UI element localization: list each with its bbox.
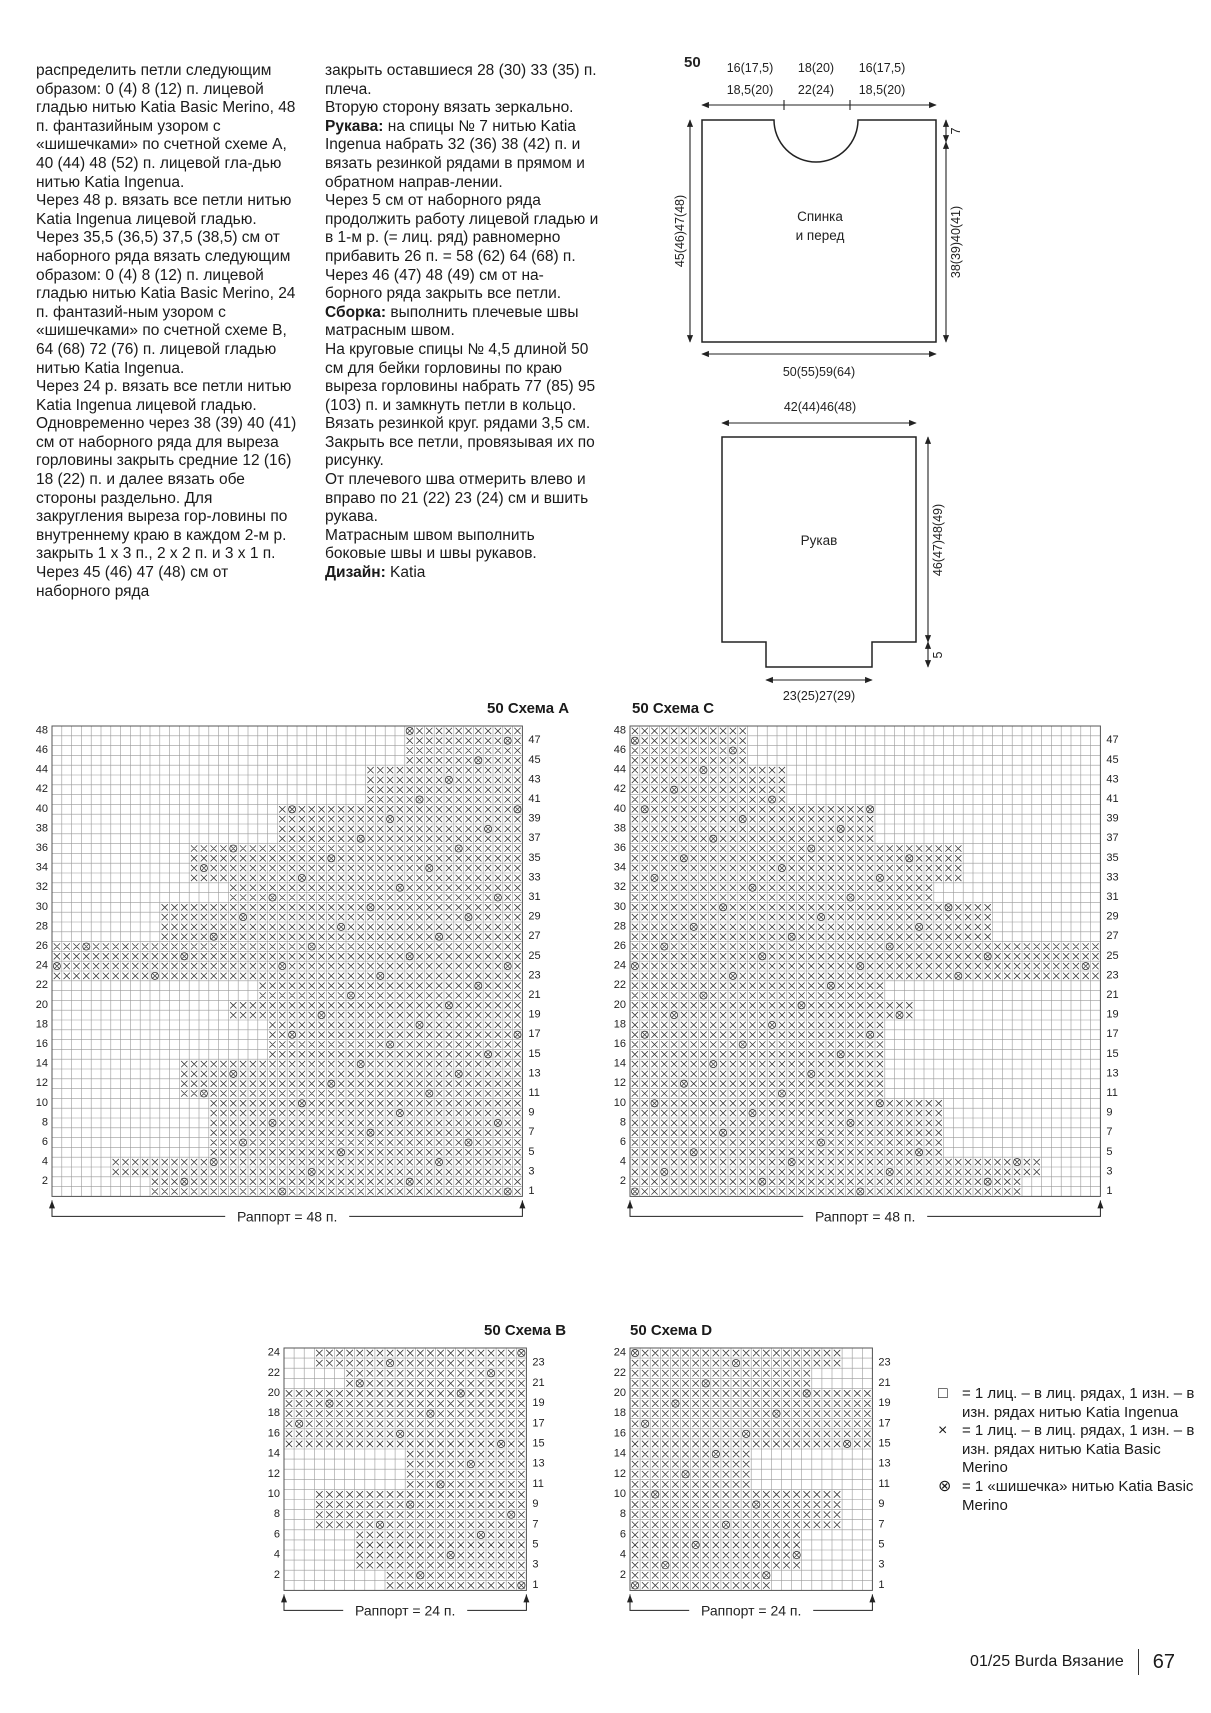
svg-text:6: 6	[619, 1528, 626, 1541]
footer-divider	[1138, 1649, 1139, 1675]
svg-text:30: 30	[35, 900, 48, 913]
svg-text:16: 16	[35, 1037, 48, 1050]
assembly-heading: Сборка:	[325, 303, 387, 321]
sleeve-panel	[722, 437, 916, 667]
svg-text:47: 47	[1106, 734, 1119, 747]
svg-text:1: 1	[532, 1578, 539, 1591]
svg-text:12: 12	[267, 1467, 280, 1480]
svg-text:18: 18	[613, 1407, 626, 1420]
svg-text:7: 7	[532, 1518, 539, 1531]
instructions-column-1	[36, 62, 301, 601]
svg-text:3: 3	[1106, 1165, 1113, 1178]
svg-text:2: 2	[273, 1568, 280, 1581]
chart-legend	[938, 1385, 1198, 1515]
dim-body-width: 50(55)59(64)	[782, 365, 856, 379]
svg-text:3: 3	[532, 1558, 539, 1571]
paragraph-assembly	[325, 304, 600, 341]
magazine-name: Burda Вязание	[1014, 1653, 1124, 1670]
rapport-label: Раппорт = 24 п.	[355, 1602, 456, 1619]
svg-text:23: 23	[1106, 969, 1119, 982]
svg-text:9: 9	[532, 1498, 539, 1511]
svg-text:34: 34	[35, 861, 48, 874]
paragraph: Вторую сторону вязать зеркально.	[325, 99, 574, 117]
svg-text:17: 17	[878, 1417, 891, 1430]
paragraph: Через 48 р. вязать все петли нитью Katia Ingenua лицевой гладью.	[36, 192, 292, 228]
svg-text:21: 21	[1106, 988, 1119, 1001]
dim-sleeve-top: 42(44)46(48)	[783, 400, 857, 414]
design-heading: Дизайн:	[325, 564, 386, 582]
svg-text:14: 14	[35, 1057, 48, 1070]
svg-text:3: 3	[528, 1165, 535, 1178]
svg-text:46: 46	[35, 743, 48, 756]
svg-text:10: 10	[35, 1096, 48, 1109]
svg-text:5: 5	[878, 1538, 885, 1551]
svg-text:29: 29	[528, 910, 541, 923]
knitting-chart-c	[600, 722, 1200, 1282]
svg-text:41: 41	[1106, 792, 1119, 805]
body-label-1: Спинка	[797, 209, 843, 224]
svg-text:18: 18	[613, 1018, 626, 1031]
svg-text:40: 40	[35, 802, 48, 815]
svg-text:14: 14	[613, 1447, 626, 1460]
svg-text:10: 10	[613, 1487, 626, 1500]
svg-text:17: 17	[532, 1417, 545, 1430]
svg-text:2: 2	[619, 1175, 626, 1188]
chart-title-b: 50 Схема В	[484, 1322, 567, 1339]
svg-text:15: 15	[532, 1437, 545, 1450]
sleeves-heading: Рукава:	[325, 117, 384, 135]
svg-text:9: 9	[1106, 1106, 1113, 1119]
dim-neck-depth: 7	[949, 127, 963, 135]
svg-text:1: 1	[1106, 1184, 1113, 1197]
page-number: 67	[1152, 1650, 1175, 1673]
sleeve-label: Рукав	[800, 533, 838, 548]
svg-text:44: 44	[35, 763, 48, 776]
svg-text:26: 26	[35, 939, 48, 952]
svg-text:31: 31	[1106, 890, 1119, 903]
dim-cuff-height: 5	[931, 651, 945, 659]
svg-text:40: 40	[613, 802, 626, 815]
svg-text:8: 8	[41, 1116, 48, 1129]
svg-text:23: 23	[532, 1356, 545, 1369]
svg-text:21: 21	[528, 988, 541, 1001]
svg-text:38: 38	[35, 822, 48, 835]
svg-text:3: 3	[878, 1558, 885, 1571]
svg-text:13: 13	[528, 1067, 541, 1080]
svg-text:24: 24	[35, 959, 48, 972]
svg-text:6: 6	[619, 1135, 626, 1148]
dim-cuff-width: 23(25)27(29)	[782, 689, 856, 703]
svg-text:13: 13	[1106, 1067, 1119, 1080]
page-footer	[970, 1649, 1175, 1675]
garment-schematic	[673, 50, 1200, 710]
svg-text:45: 45	[528, 753, 541, 766]
chart-title-d: 50 Схема D	[630, 1322, 713, 1339]
empty-square-icon: □	[938, 1385, 948, 1402]
svg-text:39: 39	[1106, 812, 1119, 825]
paragraph: закрыть оставшиеся 28 (30) 33 (35) п. плеча.	[325, 62, 597, 98]
dim-top-mid-lower: 22(24)	[797, 83, 835, 97]
svg-text:23: 23	[878, 1356, 891, 1369]
svg-text:11: 11	[878, 1477, 890, 1490]
svg-text:7: 7	[878, 1518, 885, 1531]
svg-text:10: 10	[267, 1487, 280, 1500]
svg-text:32: 32	[613, 881, 626, 894]
svg-text:11: 11	[528, 1086, 540, 1099]
svg-text:28: 28	[613, 920, 626, 933]
svg-text:26: 26	[613, 939, 626, 952]
svg-text:4: 4	[619, 1548, 626, 1561]
svg-text:8: 8	[619, 1508, 626, 1521]
paragraph-sleeves	[325, 118, 600, 192]
dim-sleeve-height: 46(47)48(49)	[931, 503, 945, 577]
svg-text:38: 38	[613, 822, 626, 835]
svg-text:37: 37	[1106, 832, 1119, 845]
body-label-2: и перед	[795, 228, 845, 243]
svg-text:14: 14	[267, 1447, 280, 1460]
sleeves-text: на спицы № 7 нитью Katia Ingenua набрать 32 (36) 38 (42) п. и вязать резинкой рядами в прямом и обратном направ-лении.	[325, 117, 585, 191]
svg-text:41: 41	[528, 792, 541, 805]
assembly-text: выполнить плечевые швы матрасным швом.	[325, 303, 579, 340]
svg-text:19: 19	[532, 1397, 545, 1410]
dim-top-mid-upper: 18(20)	[797, 61, 835, 75]
svg-text:48: 48	[35, 724, 48, 737]
svg-text:12: 12	[613, 1467, 626, 1480]
legend-text: = 1 «шишечка» нитью Katia Basic Merino	[962, 1477, 1194, 1514]
svg-text:1: 1	[878, 1578, 885, 1591]
dim-top-right-lower: 18,5(20)	[858, 83, 906, 97]
svg-text:8: 8	[273, 1508, 280, 1521]
svg-text:14: 14	[613, 1057, 626, 1070]
chart-title-c: 50 Схема С	[632, 700, 715, 717]
svg-text:16: 16	[613, 1427, 626, 1440]
svg-text:45: 45	[1106, 753, 1119, 766]
svg-text:18: 18	[267, 1407, 280, 1420]
svg-text:42: 42	[35, 783, 48, 796]
cross-icon: ×	[938, 1422, 948, 1440]
svg-text:33: 33	[528, 871, 541, 884]
svg-text:2: 2	[619, 1568, 626, 1581]
svg-text:5: 5	[532, 1538, 539, 1551]
svg-text:11: 11	[532, 1477, 544, 1490]
svg-text:15: 15	[878, 1437, 891, 1450]
svg-text:27: 27	[1106, 930, 1119, 943]
svg-text:21: 21	[532, 1376, 545, 1389]
dim-top-right-upper: 16(17,5)	[858, 61, 906, 75]
svg-text:25: 25	[1106, 949, 1119, 962]
svg-text:43: 43	[1106, 773, 1119, 786]
bobble-icon: ⊗	[938, 1477, 952, 1495]
legend-text: = 1 лиц. – в лиц. рядах, 1 изн. – в изн. рядах нитью Katia Ingenua	[962, 1385, 1195, 1421]
svg-text:17: 17	[528, 1028, 541, 1041]
svg-text:12: 12	[35, 1077, 48, 1090]
svg-text:39: 39	[528, 812, 541, 825]
svg-text:11: 11	[1106, 1086, 1118, 1099]
svg-text:16: 16	[613, 1037, 626, 1050]
paragraph: Закрыть все петли, провязывая их по рисунку.	[325, 433, 595, 470]
svg-text:7: 7	[528, 1126, 535, 1139]
paragraph: Через 35,5 (36,5) 37,5 (38,5) см от наборного ряда вязать следующим образом: 0 (4) 8 (12) п. лицевой гладью нитью Katia Basic Merino, 24 п. фантазий-ным узором с «шишечками» по счетной схеме В, 64 (68) 72 (76) п. лицевой гладью нитью Katia Ingenua.	[36, 229, 296, 377]
svg-text:2: 2	[41, 1175, 48, 1188]
svg-text:28: 28	[35, 920, 48, 933]
svg-text:22: 22	[613, 979, 626, 992]
paragraph: Через 24 р. вязать все петли нитью Katia Ingenua лицевой гладью.	[36, 378, 292, 414]
svg-text:17: 17	[1106, 1028, 1119, 1041]
knitting-chart-d	[600, 1344, 930, 1669]
paragraph: От плечевого шва отмерить влево и вправо по 21 (22) 23 (24) см и вшить рукава.	[325, 471, 589, 526]
svg-text:24: 24	[613, 1346, 626, 1359]
design-text: Katia	[385, 564, 426, 582]
dim-top-left-upper: 16(17,5)	[726, 61, 774, 75]
paragraph: Вязать резинкой круг. рядами 3,5 см.	[325, 415, 591, 433]
legend-text: = 1 лиц. – в лиц. рядах, 1 изн. – в изн. рядах нитью Katia Basic Merino	[962, 1422, 1195, 1477]
dim-top-left-lower: 18,5(20)	[726, 83, 774, 97]
svg-text:19: 19	[1106, 1008, 1119, 1021]
svg-text:33: 33	[1106, 871, 1119, 884]
legend-item-bobble	[938, 1478, 1198, 1515]
svg-text:5: 5	[1106, 1145, 1113, 1158]
svg-text:35: 35	[528, 851, 541, 864]
svg-text:47: 47	[528, 734, 541, 747]
svg-text:6: 6	[41, 1135, 48, 1148]
paragraph: На круговые спицы № 4,5 длиной 50 см для бейки горловины по краю выреза горловины набрать 77 (85) 95 (103) п. и замкнуть петли в кольцо.	[325, 340, 596, 414]
svg-text:36: 36	[613, 841, 626, 854]
svg-text:30: 30	[613, 900, 626, 913]
schematic-number: 50	[684, 54, 701, 71]
svg-text:23: 23	[528, 969, 541, 982]
svg-text:24: 24	[613, 959, 626, 972]
svg-text:18: 18	[35, 1018, 48, 1031]
svg-text:22: 22	[35, 979, 48, 992]
svg-text:9: 9	[878, 1498, 885, 1511]
knitting-chart-b	[267, 1344, 620, 1669]
svg-text:6: 6	[273, 1528, 280, 1541]
knitting-chart-a	[20, 722, 630, 1282]
instructions-column-2	[325, 62, 600, 583]
svg-text:43: 43	[528, 773, 541, 786]
svg-text:48: 48	[613, 724, 626, 737]
svg-text:4: 4	[273, 1548, 280, 1561]
paragraph-design	[325, 564, 600, 583]
legend-item-cross	[938, 1422, 1198, 1478]
svg-text:15: 15	[528, 1047, 541, 1060]
svg-text:4: 4	[41, 1155, 48, 1168]
svg-text:20: 20	[35, 998, 48, 1011]
paragraph: Через 46 (47) 48 (49) см от на-борного ряда закрыть все петли.	[325, 266, 562, 303]
paragraph: Через 5 см от наборного ряда продолжить работу лицевой гладью и в 1-м р. (= лиц. ряд) равномерно прибавить 26 п. = 58 (62) 64 (68) п.	[325, 192, 599, 265]
svg-text:20: 20	[613, 998, 626, 1011]
svg-text:44: 44	[613, 763, 626, 776]
svg-text:19: 19	[878, 1397, 891, 1410]
svg-text:46: 46	[613, 743, 626, 756]
svg-text:20: 20	[267, 1386, 280, 1399]
svg-text:16: 16	[267, 1427, 280, 1440]
svg-text:32: 32	[35, 881, 48, 894]
paragraph: Матрасным швом выполнить боковые швы и швы рукавов.	[325, 526, 537, 563]
svg-text:25: 25	[528, 949, 541, 962]
svg-text:20: 20	[613, 1386, 626, 1399]
svg-text:19: 19	[528, 1008, 541, 1021]
svg-text:24: 24	[267, 1346, 280, 1359]
issue-number: 01/25	[970, 1653, 1011, 1670]
svg-text:37: 37	[528, 832, 541, 845]
svg-text:27: 27	[528, 930, 541, 943]
svg-text:21: 21	[878, 1376, 891, 1389]
svg-text:9: 9	[528, 1106, 535, 1119]
svg-text:42: 42	[613, 783, 626, 796]
svg-text:34: 34	[613, 861, 626, 874]
paragraph: Одновременно через 38 (39) 40 (41) см от наборного ряда для выреза горловины закрыть средние 12 (16) 18 (22) п. и далее вязать обе стороны раздельно. Для закругления выреза гор-ловины по внутреннему краю в каждом 2-м р. закрыть 1 х 3 п., 2 х 2 п. и 3 х 1 п. Через 45 (46) 47 (48) см от наборного ряда	[36, 415, 297, 600]
svg-text:7: 7	[1106, 1126, 1113, 1139]
svg-text:4: 4	[619, 1155, 626, 1168]
svg-text:29: 29	[1106, 910, 1119, 923]
rapport-label: Раппорт = 24 п.	[701, 1602, 802, 1619]
dim-body-height: 45(46)47(48)	[673, 194, 687, 268]
svg-text:15: 15	[1106, 1047, 1119, 1060]
svg-text:10: 10	[613, 1096, 626, 1109]
svg-text:22: 22	[613, 1366, 626, 1379]
svg-text:8: 8	[619, 1116, 626, 1129]
svg-text:36: 36	[35, 841, 48, 854]
svg-text:35: 35	[1106, 851, 1119, 864]
svg-text:1: 1	[528, 1184, 535, 1197]
svg-text:12: 12	[613, 1077, 626, 1090]
dim-body-side: 38(39)40(41)	[949, 205, 963, 279]
chart-title-a: 50 Схема А	[487, 700, 570, 717]
rapport-label: Раппорт = 48 п.	[237, 1208, 338, 1225]
svg-text:13: 13	[878, 1457, 891, 1470]
svg-text:13: 13	[532, 1457, 545, 1470]
svg-text:5: 5	[528, 1145, 535, 1158]
svg-text:22: 22	[267, 1366, 280, 1379]
svg-text:31: 31	[528, 890, 541, 903]
rapport-label: Раппорт = 48 п.	[815, 1208, 916, 1225]
paragraph: распределить петли следующим образом: 0 (4) 8 (12) п. лицевой гладью нитью Katia Basic Merino, 48 п. фантазийным узором с «шишечками» по счетной схеме А, 40 (44) 48 (52) п. лицевой гла-дью нитью Katia Ingenua.	[36, 62, 296, 191]
legend-item-knit	[938, 1385, 1198, 1422]
